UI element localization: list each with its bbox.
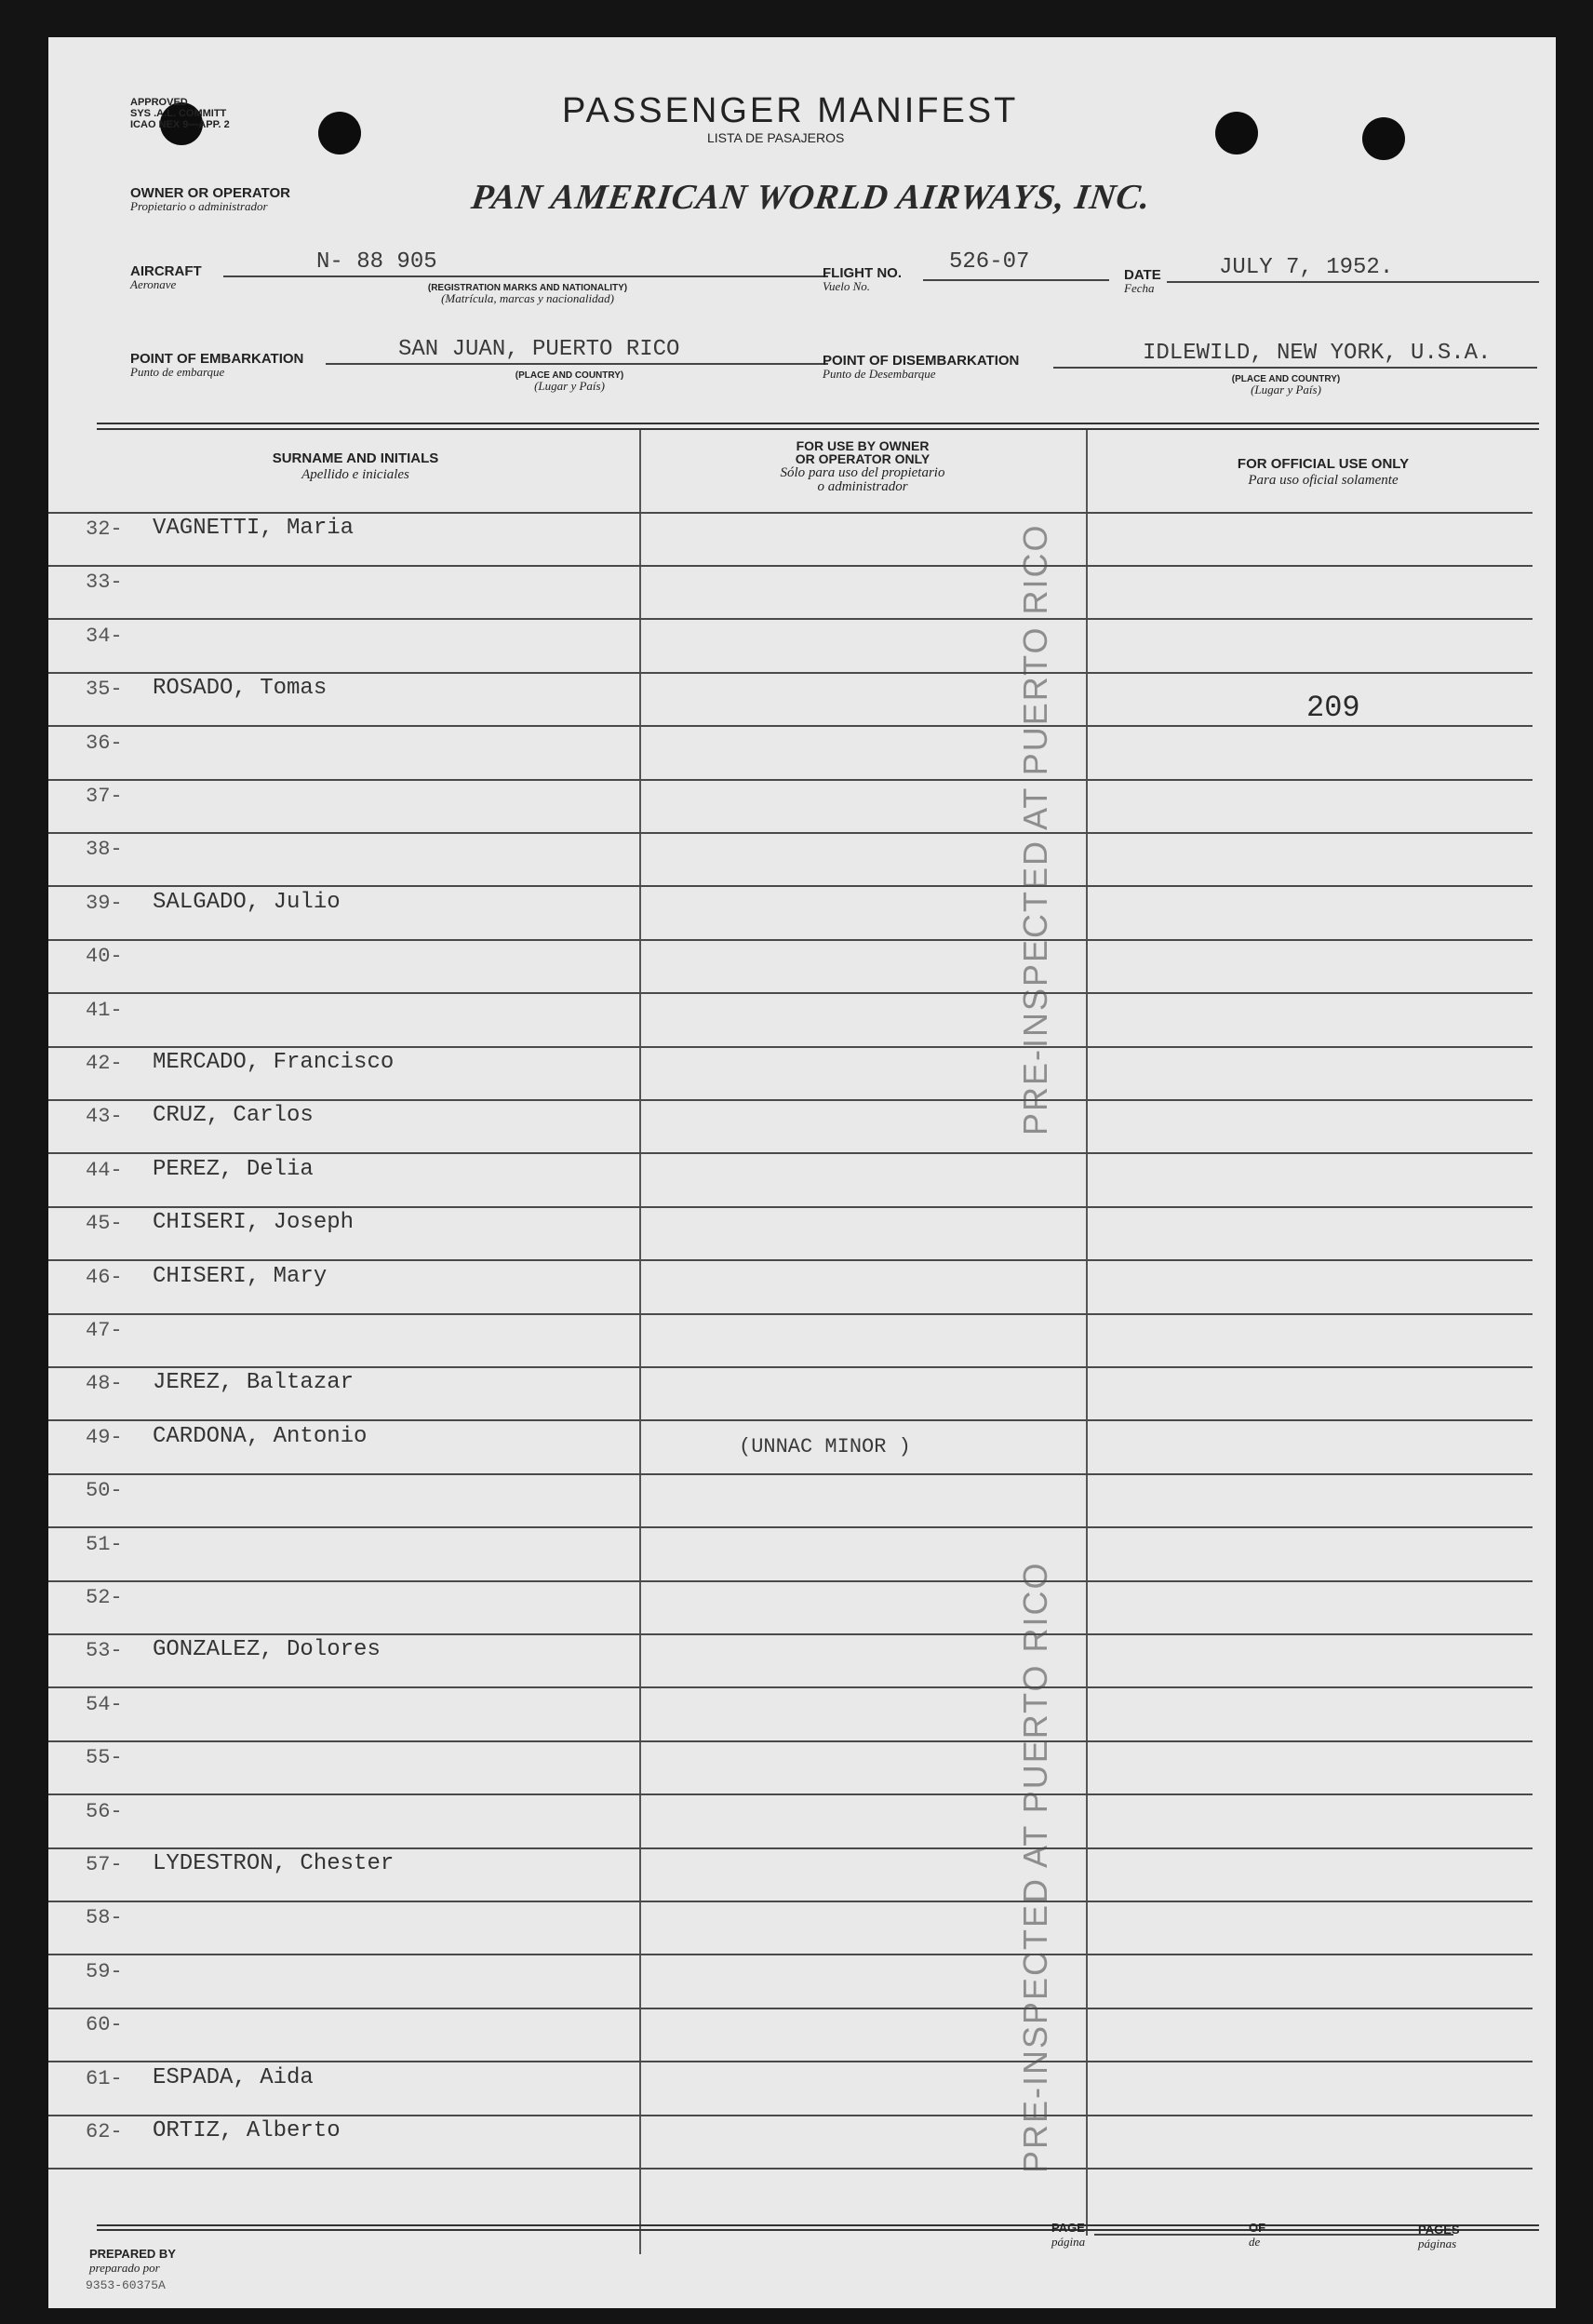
passenger-name: ORTIZ, Alberto [153,2118,341,2143]
row-number: 62- [86,2120,123,2143]
row-number: 52- [86,1586,123,1609]
table-row [48,1901,1533,1954]
table-row [48,672,1533,725]
passenger-name: MERCADO, Francisco [153,1050,395,1075]
table-row [48,1633,1533,1686]
table-row [48,619,1533,672]
flight-value: 526-07 [949,249,1030,275]
row-number: 56- [86,1800,123,1823]
embarkation-label-es: Punto de embarque [130,365,225,379]
aircraft-label-es: Aeronave [130,277,177,291]
table-row [48,726,1533,779]
column-header-official: FOR OFFICIAL USE ONLY Para uso oficial solamente [1237,456,1410,488]
row-number: 37- [86,785,123,808]
table-row [48,565,1533,618]
aircraft-value: N- 88 905 [316,249,437,275]
pre-inspected-stamp: PRE-INSPECTED AT PUERTO RICO [1016,523,1054,1135]
table-row [48,2008,1533,2061]
row-number: 51- [86,1533,123,1556]
row-number: 46- [86,1266,123,1289]
page-subtitle: LISTA DE PASAJEROS [707,130,845,145]
owner-label: OWNER OR OPERATOR [130,185,290,201]
row-number: 47- [86,1319,123,1342]
row-number: 33- [86,571,123,594]
row-number: 50- [86,1479,123,1502]
table-row [48,886,1533,939]
disembarkation-label-es: Punto de Desembarque [823,367,936,381]
approval-line: APPROVED [130,97,188,108]
row-number: 41- [86,999,123,1022]
form-code: 9353-60375A [86,2278,166,2292]
table-row [48,1206,1533,1259]
row-number: 54- [86,1693,123,1716]
aircraft-caption: (REGISTRATION MARKS AND NATIONALITY) (Matrícula, marcas y nacionalidad) [427,283,628,305]
table-row [48,1955,1533,2008]
punch-hole [1215,112,1258,154]
approval-line: SYS .A.L. COMMITT [130,108,227,119]
table-row [48,1580,1533,1633]
row-number: 61- [86,2067,123,2090]
operator-name: PAN AMERICAN WORLD AIRWAYS, INC. [469,178,1154,217]
date-value: JULY 7, 1952. [1219,255,1394,280]
row-number: 45- [86,1212,123,1235]
passenger-name: JEREZ, Baltazar [153,1370,355,1395]
page-title: PASSENGER MANIFEST [562,91,1019,130]
table-row [48,939,1533,992]
row-number: 34- [86,625,123,648]
punch-hole [318,112,361,154]
row-number: 58- [86,1906,123,1929]
table-row [48,1260,1533,1313]
passenger-name: CHISERI, Joseph [153,1210,355,1235]
flight-label: FLIGHT NO. [823,265,902,281]
embarkation-label: POINT OF EMBARKATION [130,351,304,367]
row-number: 49- [86,1426,123,1449]
table-row [48,1740,1533,1793]
table-row [48,1313,1533,1366]
disembarkation-value: IDLEWILD, NEW YORK, U.S.A. [1143,341,1492,366]
date-label-es: Fecha [1124,281,1155,295]
row-number: 60- [86,2013,123,2036]
row-number: 59- [86,1960,123,1983]
row-number: 35- [86,678,123,701]
row-number: 48- [86,1372,123,1395]
row-number: 42- [86,1052,123,1075]
table-row [48,1527,1533,1580]
row-number: 57- [86,1853,123,1876]
passenger-name: ESPADA, Aida [153,2065,314,2090]
row-number: 55- [86,1746,123,1769]
passenger-name: CHISERI, Mary [153,1264,328,1289]
flight-label-es: Vuelo No. [823,279,871,293]
punch-hole [1362,117,1405,160]
embarkation-caption: (PLACE AND COUNTRY) (Lugar y País) [515,370,624,393]
table-row [48,1366,1533,1419]
table-row [48,2062,1533,2115]
column-header-owner: FOR USE BY OWNER OR OPERATOR ONLY Sólo para uso del propietario o administrador [780,438,945,494]
table-row [48,1046,1533,1099]
table-row [48,779,1533,832]
passenger-name: CARDONA, Antonio [153,1424,368,1449]
table-row [48,993,1533,1046]
official-count: 209 [1306,691,1360,725]
row-number: 39- [86,892,123,915]
table-row [48,512,1533,565]
unaccompanied-minor-note: (UNNAC MINOR ) [739,1435,911,1458]
table-row [48,2115,1533,2168]
page-label: PAGE página [1051,2221,1086,2249]
aircraft-label: AIRCRAFT [130,263,202,279]
row-number: 40- [86,945,123,968]
row-number: 44- [86,1159,123,1182]
table-row [48,1099,1533,1152]
passenger-name: SALGADO, Julio [153,890,341,915]
passenger-name: ROSADO, Tomas [153,676,328,701]
of-label: OF de [1249,2221,1266,2249]
embarkation-value: SAN JUAN, PUERTO RICO [398,337,680,362]
manifest-sheet [48,37,1556,2308]
column-header-surname: SURNAME AND INITIALS Apellido e iniciales [272,450,439,482]
approval-line: ICAO NEX 9—APP. 2 [130,119,230,130]
passenger-name: CRUZ, Carlos [153,1103,314,1128]
passenger-name: GONZALEZ, Dolores [153,1637,381,1662]
pre-inspected-stamp: PRE-INSPECTED AT PUERTO RICO [1016,1561,1054,2173]
passenger-name: PEREZ, Delia [153,1157,314,1182]
table-row [48,1420,1533,1473]
date-label: DATE [1124,267,1161,283]
disembarkation-caption: (PLACE AND COUNTRY) (Lugar y País) [1231,374,1341,396]
table-row [48,1687,1533,1740]
owner-label-es: Propietario o administrador [130,199,268,213]
prepared-by-label: PREPARED BY preparado por [89,2247,176,2275]
row-number: 53- [86,1639,123,1662]
passenger-name: LYDESTRON, Chester [153,1851,395,1876]
pages-label: PAGES páginas [1418,2223,1460,2250]
disembarkation-label: POINT OF DISEMBARKATION [823,353,1020,369]
table-row [48,1473,1533,1526]
row-rule [48,2168,1533,2170]
row-number: 36- [86,732,123,755]
table-row [48,832,1533,885]
row-number: 32- [86,517,123,541]
passenger-name: VAGNETTI, Maria [153,516,355,541]
row-number: 38- [86,838,123,861]
table-row [48,1794,1533,1847]
table-row [48,1153,1533,1206]
row-number: 43- [86,1105,123,1128]
table-row [48,1847,1533,1901]
approval-block [130,97,230,130]
